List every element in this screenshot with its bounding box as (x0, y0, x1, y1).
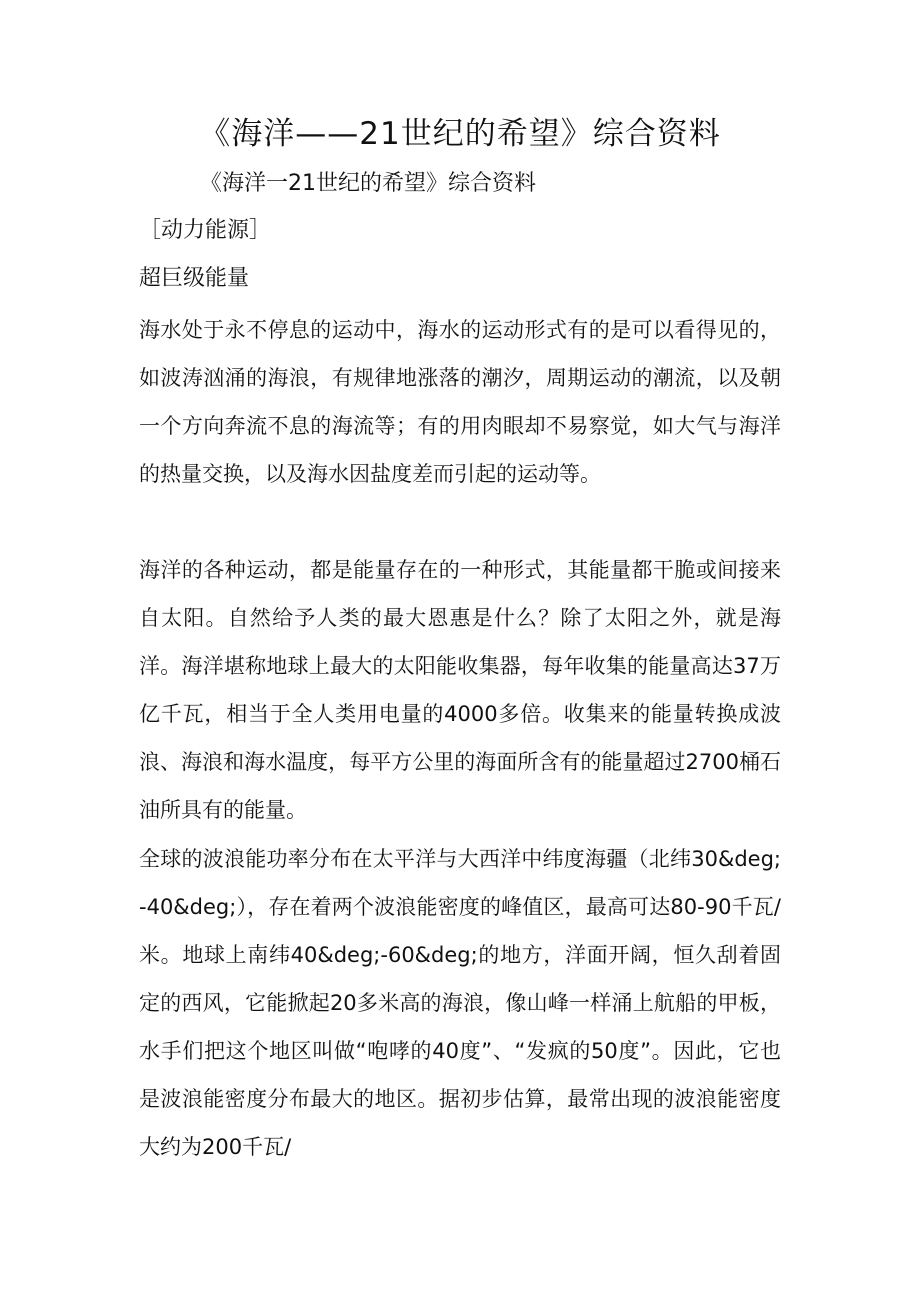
body-paragraph: 海水处于永不停息的运动中，海水的运动形式有的是可以看得见的，如波涛汹涌的海浪，有规律地涨落的潮汐，周期运动的潮流，以及朝一个方向奔流不息的海流等；有的用肉眼却不易察觉，如大气与海洋的热量交换，以及海水因盐度差而引起的运动等。 (139, 318, 781, 486)
sub-heading: 超巨级能量 (139, 266, 250, 291)
body-paragraph: 全球的波浪能功率分布在太平洋与大西洋中纬度海疆（北纬30&deg;-40&deg;），存在着两个波浪能密度的峰值区，最高可达80-90千瓦/米。地球上南纬40&deg;-60&deg;的地方，洋面开阔，恒久刮着固定的西风，它能掀起20多米高的海浪，像山峰一样涌上航船的甲板，水手们把这个地区叫做“咆哮的40度”、“发疯的50度”。因此，它也是波浪能密度分布最大的地区。据初步估算，最常出现的波浪能密度大约为200千瓦/ (139, 847, 781, 1159)
document-subtitle: 《海洋一21世纪的希望》综合资料 (200, 171, 536, 196)
section-heading: ［动力能源］ (139, 218, 272, 243)
body-paragraph: 海洋的各种运动，都是能量存在的一种形式，其能量都干脆或间接来自太阳。自然给予人类的最大恩惠是什么？除了太阳之外，就是海洋。海洋堪称地球上最大的太阳能收集器，每年收集的能量高达37万亿千瓦，相当于全人类用电量的4000多倍。收集来的能量转换成波浪、海浪和海水温度，每平方公里的海面所含有的能量超过2700桶石油所具有的能量。 (139, 558, 781, 822)
document-title: 《海洋——21世纪的希望》综合资料 (199, 116, 721, 152)
